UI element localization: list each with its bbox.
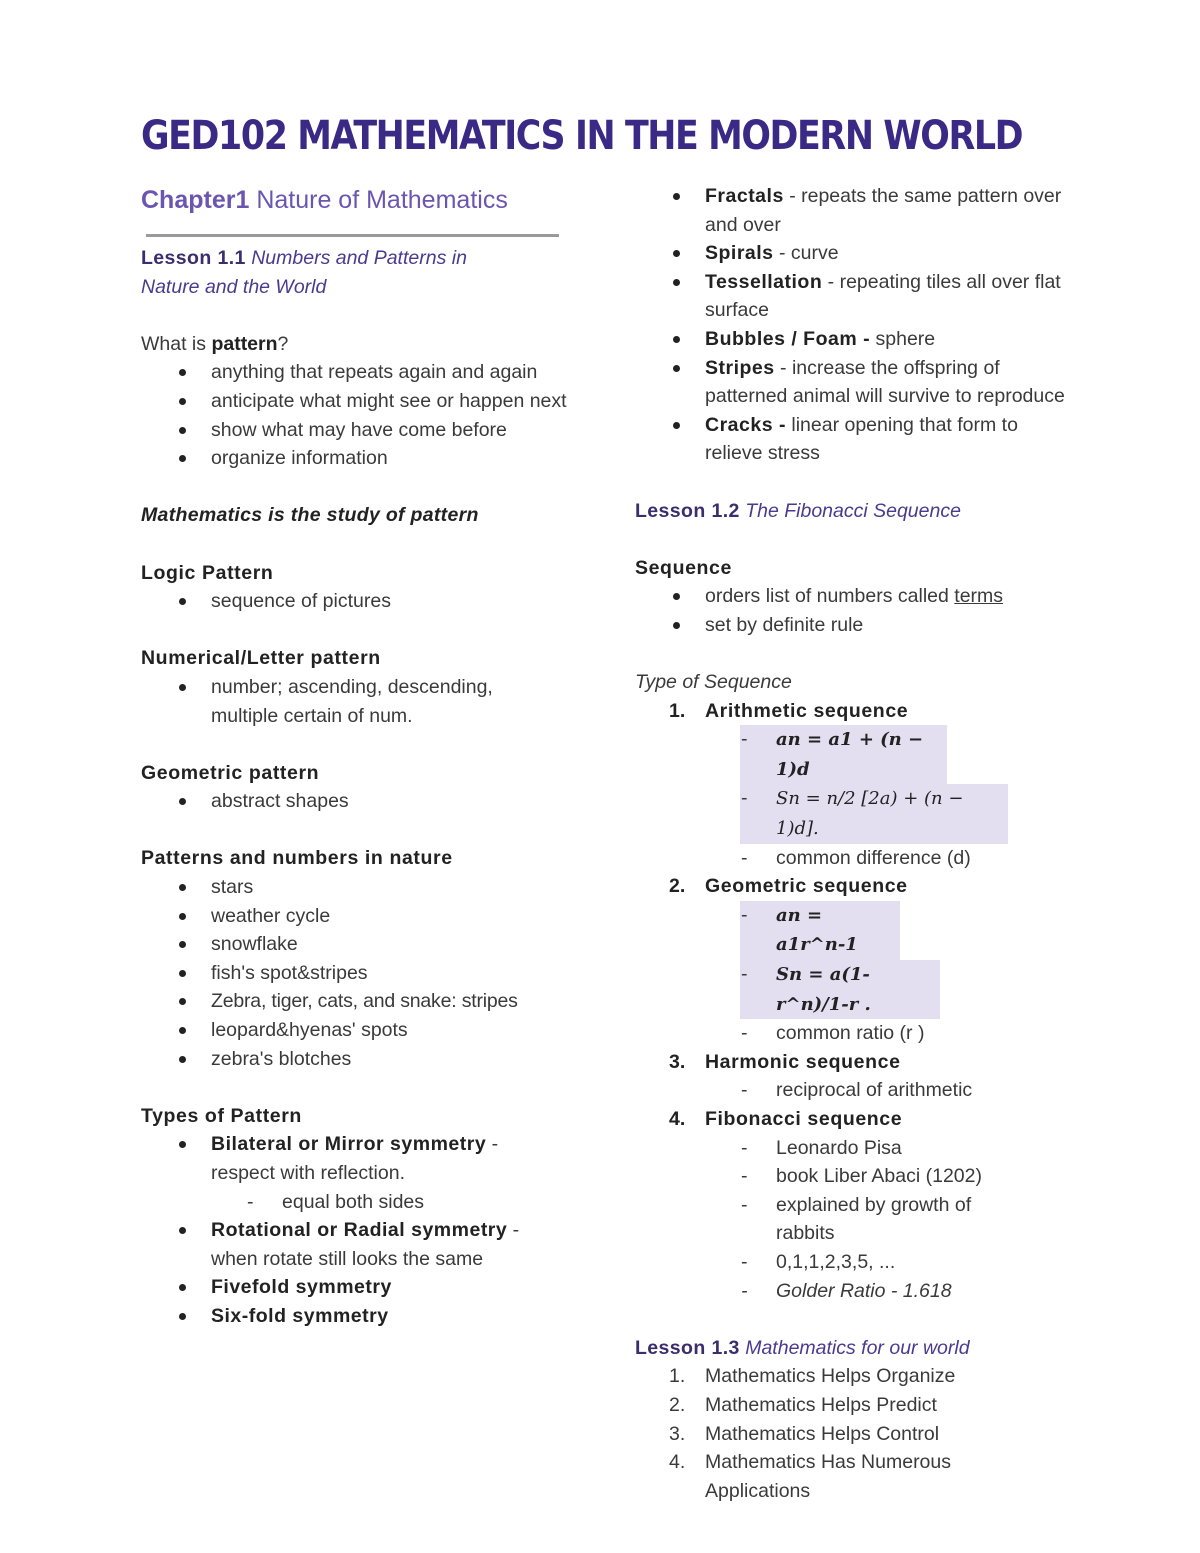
item-term: Fractals — [705, 185, 784, 207]
pattern-question — [141, 330, 601, 359]
list-item: - Leonardo Pisa — [705, 1134, 1005, 1163]
list-item — [635, 872, 1095, 1048]
pattern-term: pattern — [211, 332, 278, 355]
list-item — [635, 582, 1095, 611]
list-item: - Golder Ratio - 1.618 — [705, 1277, 1005, 1306]
types-heading: Types of Pattern — [141, 1104, 302, 1127]
list-item: number; ascending, descending, multiple certain of num. — [141, 673, 601, 730]
item-desc: sphere — [870, 327, 936, 350]
list-item — [635, 239, 1095, 268]
harmonic-sublist — [705, 1076, 1095, 1105]
rotational-term: Rotational or Radial symmetry — [211, 1219, 508, 1242]
lesson-1-3-number: Lesson 1.3 — [635, 1336, 740, 1359]
geometric-pattern-heading: Geometric pattern — [141, 761, 320, 784]
arithmetic-sequence-title: Arithmetic sequence — [705, 699, 909, 722]
list-text: Mathematics Has Numerous Applications — [705, 1451, 951, 1502]
lesson-1-1-title: Numbers and Patterns in Nature and the World — [141, 247, 467, 298]
list-item: organize information — [141, 444, 601, 473]
lesson-1-2-number: Lesson 1.2 — [635, 499, 740, 522]
types-list — [141, 1130, 601, 1330]
sequence-list — [635, 582, 1095, 639]
list-item — [635, 1448, 1095, 1505]
item-term: Cracks - — [705, 413, 786, 436]
list-item — [705, 725, 1095, 784]
item-desc: - repeating tiles all over flat surface — [705, 270, 1061, 322]
lesson-1-1-heading — [141, 244, 511, 301]
lesson-1-3-list — [635, 1362, 1095, 1505]
pattern-question-post: ? — [277, 332, 289, 355]
list-item: - equal both sides — [211, 1188, 561, 1217]
sequence-types-list — [635, 697, 1095, 1305]
logic-pattern-heading: Logic Pattern — [141, 561, 274, 584]
list-item — [635, 1391, 1095, 1420]
list-item — [705, 901, 1095, 960]
type-of-sequence-heading: Type of Sequence — [635, 671, 792, 694]
geometric-sum-formula: Sn = a(1-r^n)/1-r . — [776, 964, 871, 1015]
pattern-question-pre: What is — [141, 332, 212, 355]
page-title: GED102 MATHEMATICS IN THE MODERN WORLD — [141, 113, 1023, 159]
bilateral-desc: - respect with reflection. — [211, 1133, 499, 1184]
chapter-number: Chapter1 — [141, 186, 250, 214]
chapter-name: Nature of Mathematics — [256, 186, 508, 214]
list-item: stars — [141, 873, 601, 902]
rotational-desc: - when rotate still looks the same — [211, 1219, 520, 1270]
nature-heading: Patterns and numbers in nature — [141, 847, 453, 870]
bilateral-term: Bilateral or Mirror symmetry — [211, 1133, 487, 1156]
list-text: Mathematics Helps Control — [705, 1422, 940, 1445]
math-study-statement: Mathematics is the study of pattern — [141, 504, 479, 527]
geometric-pattern-list — [141, 787, 601, 816]
list-item: - common ratio (r ) — [705, 1019, 1095, 1048]
list-number: 4. — [669, 1108, 686, 1130]
item-term: Stripes — [705, 356, 775, 379]
list-number: 1. — [669, 699, 686, 722]
sixfold-term: Six-fold symmetry — [211, 1304, 389, 1327]
numerical-pattern-list — [141, 673, 601, 730]
list-item — [635, 1105, 1095, 1305]
list-item — [635, 182, 1095, 239]
list-number: 1. — [669, 1365, 686, 1388]
fibonacci-sequence-title: Fibonacci sequence — [705, 1108, 903, 1130]
left-column — [141, 182, 601, 1331]
list-item: set by definite rule — [635, 611, 1095, 640]
lesson-1-3-title: Mathematics for our world — [745, 1336, 970, 1359]
fivefold-term: Fivefold symmetry — [211, 1276, 392, 1299]
list-number: 3. — [669, 1422, 686, 1445]
list-number: 2. — [669, 875, 686, 898]
numerical-pattern-heading: Numerical/Letter pattern — [141, 647, 381, 670]
item-desc: - repeats the same pattern over and over — [705, 185, 1062, 236]
geometric-sublist — [705, 901, 1095, 1048]
list-item: leopard&hyenas' spots — [141, 1016, 601, 1045]
list-item: weather cycle — [141, 902, 601, 931]
list-number: 4. — [669, 1451, 686, 1474]
list-item: fish's spot&stripes — [141, 959, 601, 988]
list-item — [635, 354, 1095, 411]
arithmetic-nth-term-formula: an = a1 + (n − 1)d — [776, 729, 924, 780]
list-item: Zebra, tiger, cats, and snake: stripes — [141, 987, 601, 1016]
geometric-nth-term-formula: an = a1r^n-1 — [776, 904, 858, 956]
list-item — [635, 697, 1095, 873]
sequence-heading: Sequence — [635, 556, 732, 579]
logic-pattern-list — [141, 587, 601, 616]
list-item: - reciprocal of arithmetic — [705, 1076, 1095, 1105]
item-term: Spirals — [705, 242, 774, 265]
sequence-item-text: orders list of numbers called — [705, 585, 955, 608]
list-item — [635, 1420, 1095, 1449]
list-item: - book Liber Abaci (1202) — [705, 1162, 1005, 1191]
list-item — [635, 1362, 1095, 1391]
harmonic-sequence-title: Harmonic sequence — [705, 1050, 901, 1073]
bilateral-sublist — [211, 1188, 561, 1217]
arithmetic-sum-formula: Sn = n/2 [2a) + (n − 1)d]. — [776, 788, 964, 840]
list-item — [705, 960, 1095, 1019]
list-item: anything that repeats again and again — [141, 358, 601, 387]
nature-list — [141, 873, 601, 1073]
list-item — [141, 1216, 601, 1273]
list-item — [635, 1048, 1095, 1105]
lesson-1-1-number: Lesson 1.1 — [141, 247, 246, 269]
list-item: zebra's blotches — [141, 1045, 601, 1074]
list-item: abstract shapes — [141, 787, 601, 816]
list-item: show what may have come before — [141, 416, 601, 445]
divider — [146, 234, 559, 237]
list-item — [141, 1302, 601, 1331]
list-item — [635, 268, 1095, 325]
arithmetic-sublist — [705, 725, 1095, 872]
list-number: 2. — [669, 1393, 686, 1416]
list-item — [635, 411, 1095, 468]
list-text: Mathematics Helps Organize — [705, 1365, 956, 1388]
geometric-sequence-title: Geometric sequence — [705, 875, 908, 898]
pattern-list — [141, 358, 601, 472]
list-item — [141, 1273, 601, 1302]
lesson-1-3-heading — [635, 1334, 1095, 1363]
list-item — [141, 1130, 601, 1216]
item-desc: - curve — [773, 242, 839, 265]
terms-word: terms — [954, 585, 1004, 608]
list-item — [705, 784, 1095, 843]
item-term: Bubbles / Foam - — [705, 327, 871, 350]
list-text: Mathematics Helps Predict — [705, 1393, 937, 1416]
list-item: sequence of pictures — [141, 587, 601, 616]
list-item: - 0,1,1,2,3,5, ... — [705, 1248, 1005, 1277]
lesson-1-2-heading — [635, 497, 1095, 526]
nature-patterns-list — [635, 182, 1095, 468]
list-item: anticipate what might see or happen next — [141, 387, 601, 416]
list-item — [635, 325, 1095, 354]
right-column — [635, 182, 1095, 1505]
list-item: snowflake — [141, 930, 601, 959]
item-desc: - increase the offspring of patterned animal will survive to reproduce — [705, 356, 1065, 408]
fibonacci-sublist — [705, 1134, 1005, 1306]
list-item: - common difference (d) — [705, 844, 1095, 873]
list-item: - explained by growth of rabbits — [705, 1191, 1005, 1248]
chapter-heading — [141, 182, 601, 218]
item-term: Tessellation — [705, 270, 823, 293]
lesson-1-2-title: The Fibonacci Sequence — [745, 499, 961, 522]
item-desc: linear opening that form to relieve stress — [705, 413, 1018, 465]
list-number: 3. — [669, 1050, 686, 1073]
